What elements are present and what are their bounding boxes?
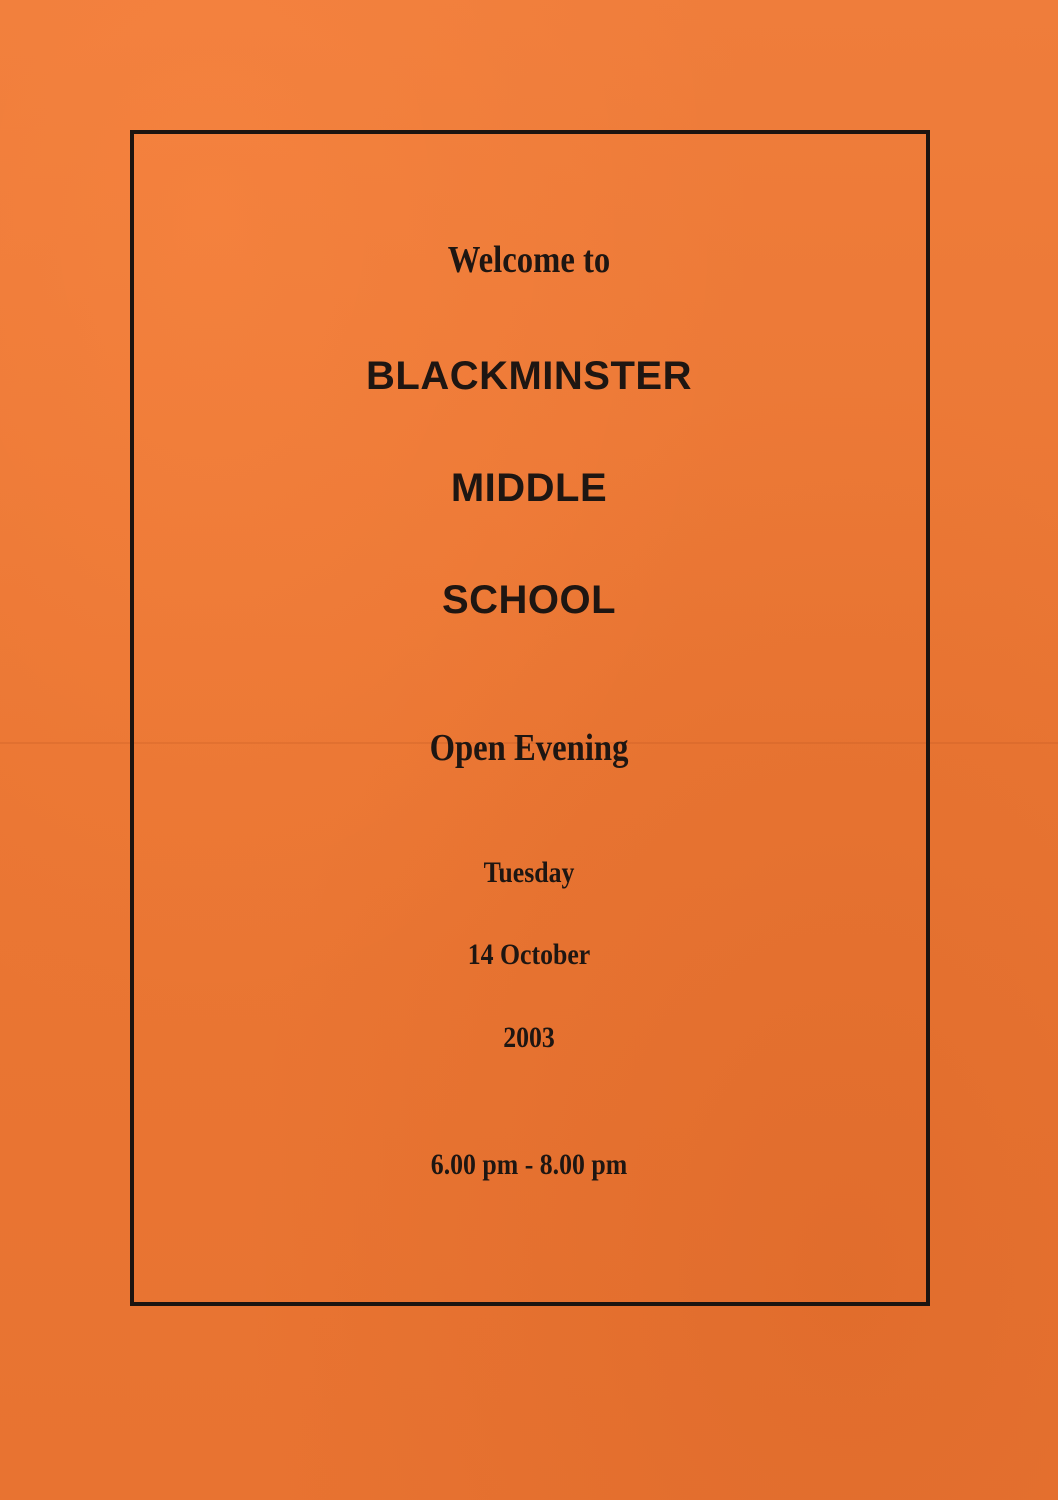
event-year: 2003 bbox=[503, 1021, 555, 1054]
event-time: 6.00 pm - 8.00 pm bbox=[430, 1148, 628, 1181]
welcome-text: Welcome to bbox=[447, 239, 611, 281]
event-title: Open Evening bbox=[429, 727, 629, 769]
school-name-line-2: MIDDLE bbox=[450, 466, 608, 510]
event-date: 14 October bbox=[467, 938, 591, 971]
school-name-line-1: BLACKMINSTER bbox=[366, 354, 692, 398]
school-name-line-3: SCHOOL bbox=[441, 578, 617, 622]
border-frame bbox=[130, 130, 930, 1306]
event-day: Tuesday bbox=[483, 856, 575, 889]
